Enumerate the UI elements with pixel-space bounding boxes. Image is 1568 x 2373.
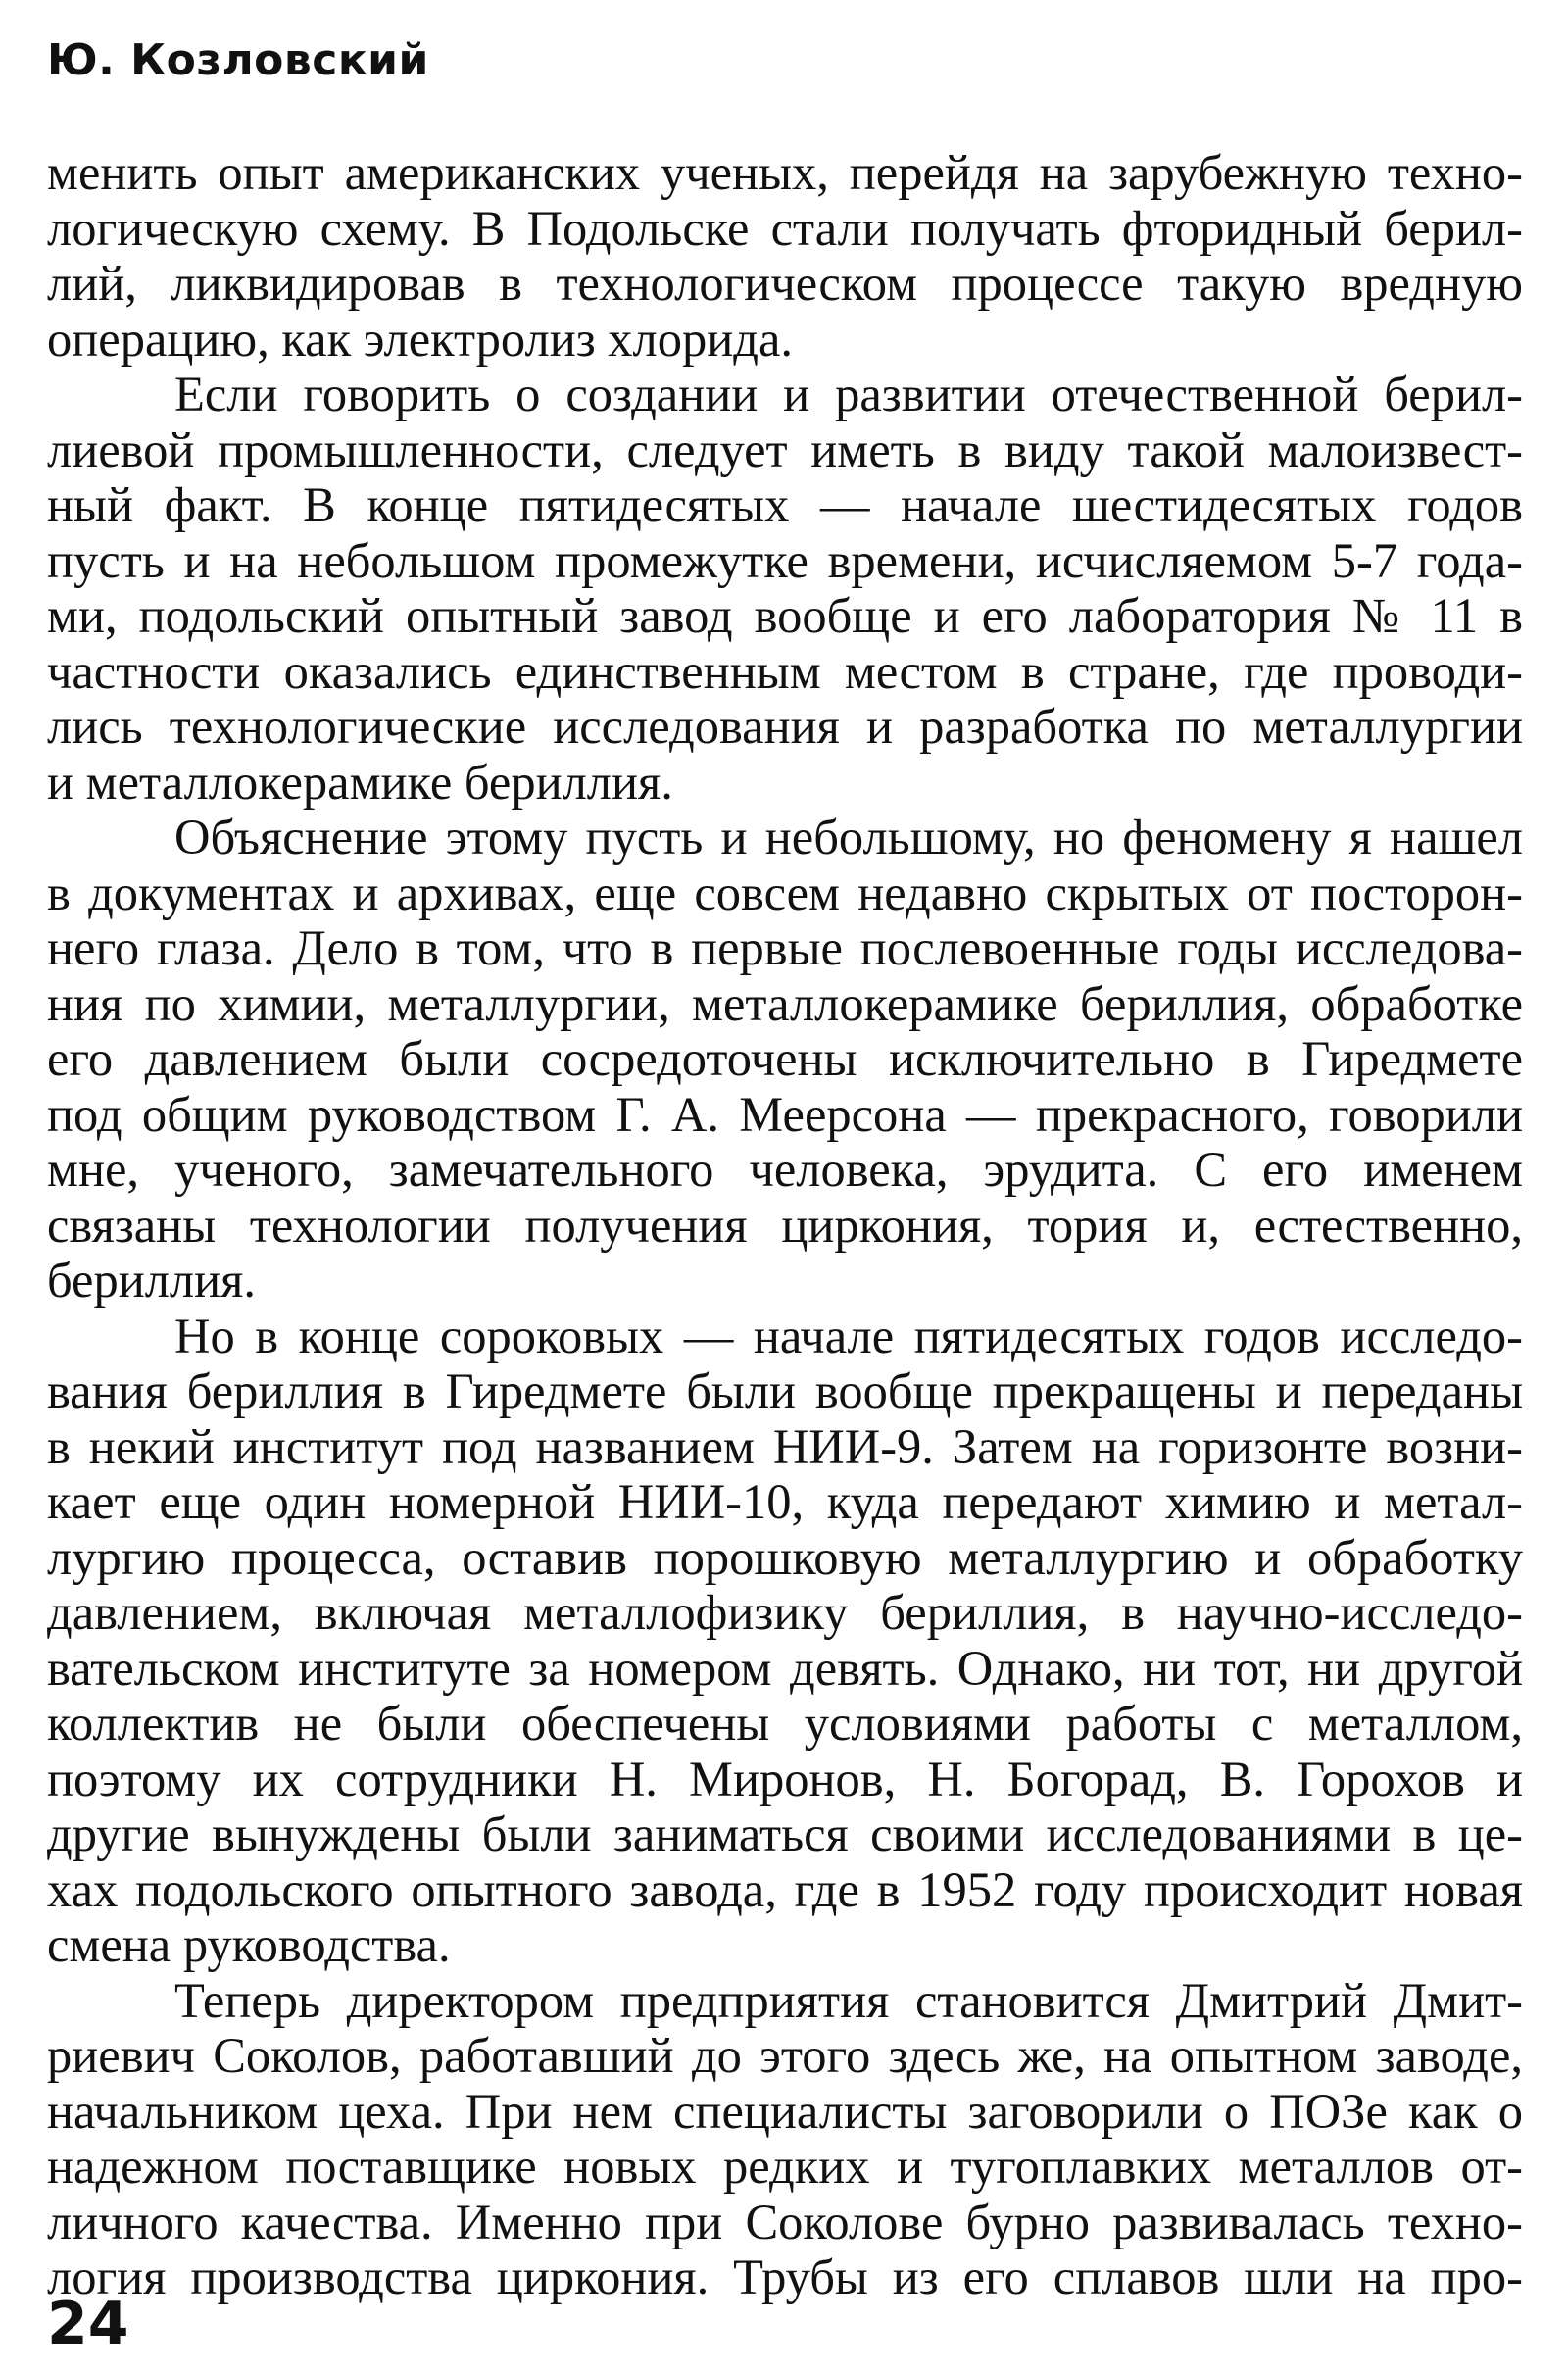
page-number: 24	[47, 2290, 129, 2358]
text-line: пусть и на небольшом промежутке времени, исчисляемом 5-7 года-	[47, 532, 1523, 588]
text-line: связаны технологии получения циркония, тория и, естественно,	[47, 1197, 1523, 1253]
text-line: личного качества. Именно при Соколове бурно развивалась техно-	[47, 2194, 1523, 2249]
text-line: лий, ликвидировав в технологическом процессе такую вредную	[47, 256, 1523, 311]
text-line: логия производства циркония. Трубы из его сплавов шли на про-	[47, 2249, 1523, 2304]
paragraph-1	[47, 145, 1523, 367]
text-line: хах подольского опытного завода, где в 1952 году происходит новая	[47, 1861, 1523, 1917]
text-line: лиевой промышленности, следует иметь в виду такой малоизвест-	[47, 421, 1523, 477]
text-line: в документах и архивах, еще совсем недавно скрытых от посторон-	[47, 865, 1523, 920]
paragraph-2	[47, 367, 1523, 810]
text-line: Если говорить о создании и развитии отечественной берил-	[174, 367, 1523, 421]
text-line: кает еще один номерной НИИ-10, куда передают химию и метал-	[47, 1474, 1523, 1529]
text-line: ния по химии, металлургии, металлокерамике бериллия, обработке	[47, 975, 1523, 1031]
text-line: лись технологические исследования и разработка по металлургии	[47, 699, 1523, 754]
paragraph-3	[47, 810, 1523, 1309]
text-line: и металлокерамике бериллия.	[47, 754, 673, 810]
text-line: поэтому их сотрудники Н. Миронов, Н. Богорад, В. Горохов и	[47, 1751, 1523, 1806]
text-line: ми, подольский опытный завод вообще и его лаборатория № 11 в	[47, 588, 1523, 643]
text-line: надежном поставщике новых редких и тугоплавких металлов от-	[47, 2139, 1523, 2194]
text-line: него глаза. Дело в том, что в первые послевоенные годы исследова-	[47, 920, 1523, 975]
text-line: операцию, как электролиз хлорида.	[47, 311, 794, 367]
text-line: давлением, включая металлофизику бериллия, в научно-исследо-	[47, 1585, 1523, 1640]
text-line: вательском институте за номером девять. Однако, ни тот, ни другой	[47, 1640, 1523, 1696]
text-line: Теперь директором предприятия становится Дмитрий Дмит-	[174, 1972, 1523, 2028]
text-line: Объяснение этому пусть и небольшому, но феномену я нашел	[174, 810, 1523, 865]
text-line: логическую схему. В Подольске стали получать фторидный берил-	[47, 200, 1523, 256]
paragraph-5	[47, 1973, 1523, 2305]
text-line: смена руководства.	[47, 1917, 451, 1972]
text-line: ный факт. В конце пятидесятых — начале шестидесятых годов	[47, 477, 1523, 532]
text-line: Но в конце сороковых — начале пятидесятых годов исследо-	[174, 1308, 1523, 1363]
paragraph-4	[47, 1309, 1523, 1973]
text-line: начальником цеха. При нем специалисты заговорили о ПОЗе как о	[47, 2083, 1523, 2139]
text-line: риевич Соколов, работавший до этого здесь же, на опытном заводе,	[47, 2028, 1523, 2083]
page-body	[47, 145, 1523, 2305]
text-line: другие вынуждены были заниматься своими исследованиями в це-	[47, 1806, 1523, 1861]
text-line: мне, ученого, замечательного человека, эрудита. С его именем	[47, 1142, 1523, 1197]
text-line: коллектив не были обеспечены условиями работы с металлом,	[47, 1696, 1523, 1751]
text-line: частности оказались единственным местом в стране, где проводи-	[47, 643, 1523, 699]
text-line: вания бериллия в Гиредмете были вообще прекращены и переданы	[47, 1363, 1523, 1418]
running-head: Ю. Козловский	[47, 35, 429, 85]
text-line: бериллия.	[47, 1253, 256, 1308]
text-line: его давлением были сосредоточены исключительно в Гиредмете	[47, 1031, 1523, 1086]
text-line: менить опыт американских ученых, перейдя на зарубежную техно-	[47, 145, 1523, 200]
text-line: под общим руководством Г. А. Меерсона — прекрасного, говорили	[47, 1086, 1523, 1142]
text-line: лургию процесса, оставив порошковую металлургию и обработку	[47, 1529, 1523, 1585]
text-line: в некий институт под названием НИИ-9. Затем на горизонте возни-	[47, 1418, 1523, 1474]
